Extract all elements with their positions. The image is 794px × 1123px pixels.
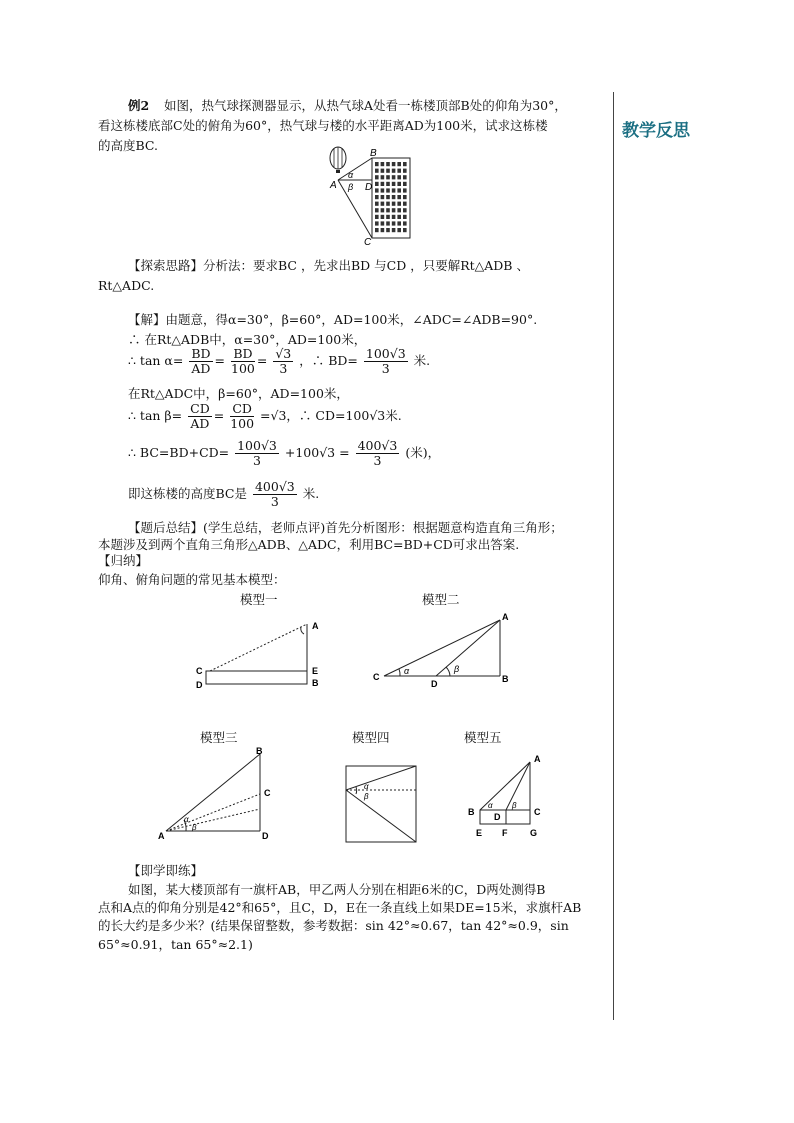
- building-window: [381, 175, 385, 179]
- m4-label-beta: β: [364, 792, 369, 801]
- building-window: [375, 202, 379, 206]
- explore-line-1: 【探索思路】分析法：要求BC ，先求出BD 与CD ，只要解Rt△ADB 、: [128, 258, 529, 273]
- solution-line-3: ∴ tan α= $\frac{BD}{AD}$ = $\frac{BD}{100}$ = $\frac{√3}{3}$ ，∴ BD= $\frac{100√3}{3}$ 米.: [128, 346, 431, 376]
- building-window: [386, 188, 390, 192]
- label-C: C: [364, 237, 372, 246]
- m3-label-beta: β: [192, 823, 197, 832]
- model-4-figure: [342, 762, 422, 844]
- label-A: A: [330, 180, 337, 191]
- m3-label-C: C: [264, 788, 271, 798]
- model-3-figure: [156, 744, 276, 844]
- building-window: [381, 221, 385, 225]
- example-line-2: 看这栋楼底部C处的俯角为60°，热气球与楼的水平距离AD为100米，试求这栋楼: [98, 118, 548, 133]
- model-5-title: 模型五: [464, 730, 502, 745]
- m5-label-F: F: [502, 828, 508, 838]
- building-window: [397, 208, 401, 212]
- summary-line-1: 【题后总结】(学生总结，老师点评)首先分析图形：根据题意构造直角三角形；: [128, 520, 563, 535]
- label-D: D: [365, 182, 373, 193]
- building-window: [403, 162, 407, 166]
- m3-label-alpha: α: [184, 815, 189, 824]
- example-line-1: 如图，热气球探测器显示，从热气球A处看一栋楼顶部B处的仰角为30°，: [164, 98, 567, 113]
- m2-label-C: C: [373, 672, 380, 682]
- building-window: [386, 162, 390, 166]
- m5-label-G: G: [530, 828, 538, 838]
- building-window: [397, 169, 401, 173]
- building-window: [386, 175, 390, 179]
- building-window: [397, 202, 401, 206]
- building-window: [375, 188, 379, 192]
- explore-line-2: Rt△ADC.: [98, 278, 155, 293]
- building-window: [397, 162, 401, 166]
- m5-label-A: A: [534, 754, 541, 764]
- model-1-figure: [192, 614, 332, 694]
- building-window: [403, 195, 407, 199]
- building-window: [381, 202, 385, 206]
- building-window: [403, 182, 407, 186]
- building-window: [403, 175, 407, 179]
- building-window: [397, 221, 401, 225]
- practice-line-2: 点和A点的仰角分别是42°和65°，且C，D，E在一条直线上如果DE=15米，求旗杆AB: [98, 900, 582, 915]
- m3-label-D: D: [262, 831, 269, 841]
- building-window: [392, 169, 396, 173]
- solution-line-2: ∴ 在Rt△ADB中，α=30°，AD=100米，: [128, 332, 367, 347]
- building-window: [375, 221, 379, 225]
- example-label: 例2: [128, 98, 150, 113]
- building-window: [403, 228, 407, 232]
- building-window: [375, 208, 379, 212]
- label-alpha: α: [348, 170, 354, 180]
- m2-label-A: A: [502, 612, 509, 622]
- building-window: [386, 195, 390, 199]
- solution-line-5: ∴ tan β= $\frac{CD}{AD}$ = $\frac{CD}{100}$ =√3，∴ CD=100√3米.: [128, 401, 402, 431]
- building-window: [403, 208, 407, 212]
- m3-label-A: A: [158, 831, 165, 841]
- induction-line-1: 仰角、俯角问题的常见基本模型：: [98, 572, 286, 587]
- m3-label-B: B: [256, 746, 263, 756]
- model-5-figure: [466, 752, 556, 844]
- building-window: [375, 175, 379, 179]
- summary-line-2: 本题涉及到两个直角三角形△ADB、△ADC，利用BC=BD+CD可求出答案.: [98, 537, 520, 552]
- m5-label-B: B: [468, 807, 475, 817]
- building-window: [375, 228, 379, 232]
- building-window: [392, 208, 396, 212]
- building-window: [403, 188, 407, 192]
- building-window: [381, 208, 385, 212]
- building-window: [392, 202, 396, 206]
- m2-label-alpha: α: [404, 666, 410, 676]
- practice-line-4: 65°≈0.91，tan 65°≈2.1): [98, 937, 253, 952]
- building-window: [375, 169, 379, 173]
- building-window: [392, 162, 396, 166]
- building-window: [386, 208, 390, 212]
- m4-label-alpha: α: [364, 782, 369, 791]
- m1-label-A: A: [312, 621, 319, 631]
- label-beta: β: [348, 182, 354, 192]
- model-2-figure: [368, 610, 518, 690]
- model-2-title: 模型二: [422, 592, 460, 607]
- solution-line-1: 【解】由题意，得α=30°，β=60°，AD=100米，∠ADC=∠ADB=90°.: [128, 312, 538, 327]
- building-window: [392, 228, 396, 232]
- building-window: [392, 182, 396, 186]
- building-window: [386, 215, 390, 219]
- practice-title: 【即学即练】: [128, 863, 204, 878]
- m1-label-E: E: [312, 666, 319, 676]
- building-window: [381, 228, 385, 232]
- building-window: [381, 182, 385, 186]
- m2-label-B: B: [502, 674, 509, 684]
- building-window: [392, 195, 396, 199]
- building-window: [397, 175, 401, 179]
- building-window: [375, 162, 379, 166]
- building-window: [392, 215, 396, 219]
- m5-label-alpha: α: [488, 801, 493, 810]
- building-window: [403, 221, 407, 225]
- building-window: [397, 188, 401, 192]
- building-window: [375, 215, 379, 219]
- building-window: [375, 195, 379, 199]
- building-window: [392, 175, 396, 179]
- building-window: [403, 202, 407, 206]
- m1-label-C: C: [196, 666, 203, 676]
- example-line-3: 的高度BC.: [98, 138, 159, 153]
- practice-line-3: 的长大约是多少米？(结果保留整数，参考数据：sin 42°≈0.67，tan 42°≈0.9，sin: [98, 918, 569, 933]
- practice-line-1: 如图，某大楼顶部有一旗杆AB，甲乙两人分别在相距6米的C，D两处测得B: [128, 882, 546, 897]
- m1-label-D: D: [196, 680, 203, 690]
- building-window: [386, 221, 390, 225]
- building-window: [392, 221, 396, 225]
- building-window: [386, 182, 390, 186]
- model-3-title: 模型三: [200, 730, 238, 745]
- side-title: 教学反思: [622, 121, 690, 141]
- building-window: [386, 169, 390, 173]
- building-window: [397, 215, 401, 219]
- building-window: [381, 188, 385, 192]
- building-window: [381, 162, 385, 166]
- building-window: [397, 228, 401, 232]
- building-window: [381, 215, 385, 219]
- balloon-building-figure: [318, 146, 418, 246]
- building-window: [381, 169, 385, 173]
- m5-label-beta: β: [512, 801, 517, 810]
- building-window: [392, 188, 396, 192]
- m2-label-D: D: [431, 679, 438, 689]
- m5-label-C: C: [534, 807, 541, 817]
- building-window: [375, 182, 379, 186]
- building-window: [397, 195, 401, 199]
- solution-line-6: ∴ BC=BD+CD= $\frac{100√3}{3}$ +100√3 = $\frac{400√3}{3}$ (米)，: [128, 438, 441, 468]
- m5-label-E: E: [476, 828, 483, 838]
- induction-title: 【归纳】: [98, 553, 149, 568]
- building-window: [386, 228, 390, 232]
- building-window: [403, 169, 407, 173]
- margin-divider: [613, 92, 614, 1020]
- m1-label-B: B: [312, 678, 319, 688]
- solution-line-4: 在Rt△ADC中，β=60°，AD=100米，: [128, 386, 349, 401]
- label-B: B: [370, 148, 377, 159]
- m5-label-D: D: [494, 812, 501, 822]
- building-window: [381, 195, 385, 199]
- model-1-title: 模型一: [240, 592, 278, 607]
- building-window: [403, 215, 407, 219]
- building-window: [397, 182, 401, 186]
- building-window: [386, 202, 390, 206]
- model-4-title: 模型四: [352, 730, 390, 745]
- m2-label-beta: β: [454, 664, 460, 674]
- solution-line-7: 即这栋楼的高度BC是 $\frac{400√3}{3}$ 米.: [128, 479, 320, 509]
